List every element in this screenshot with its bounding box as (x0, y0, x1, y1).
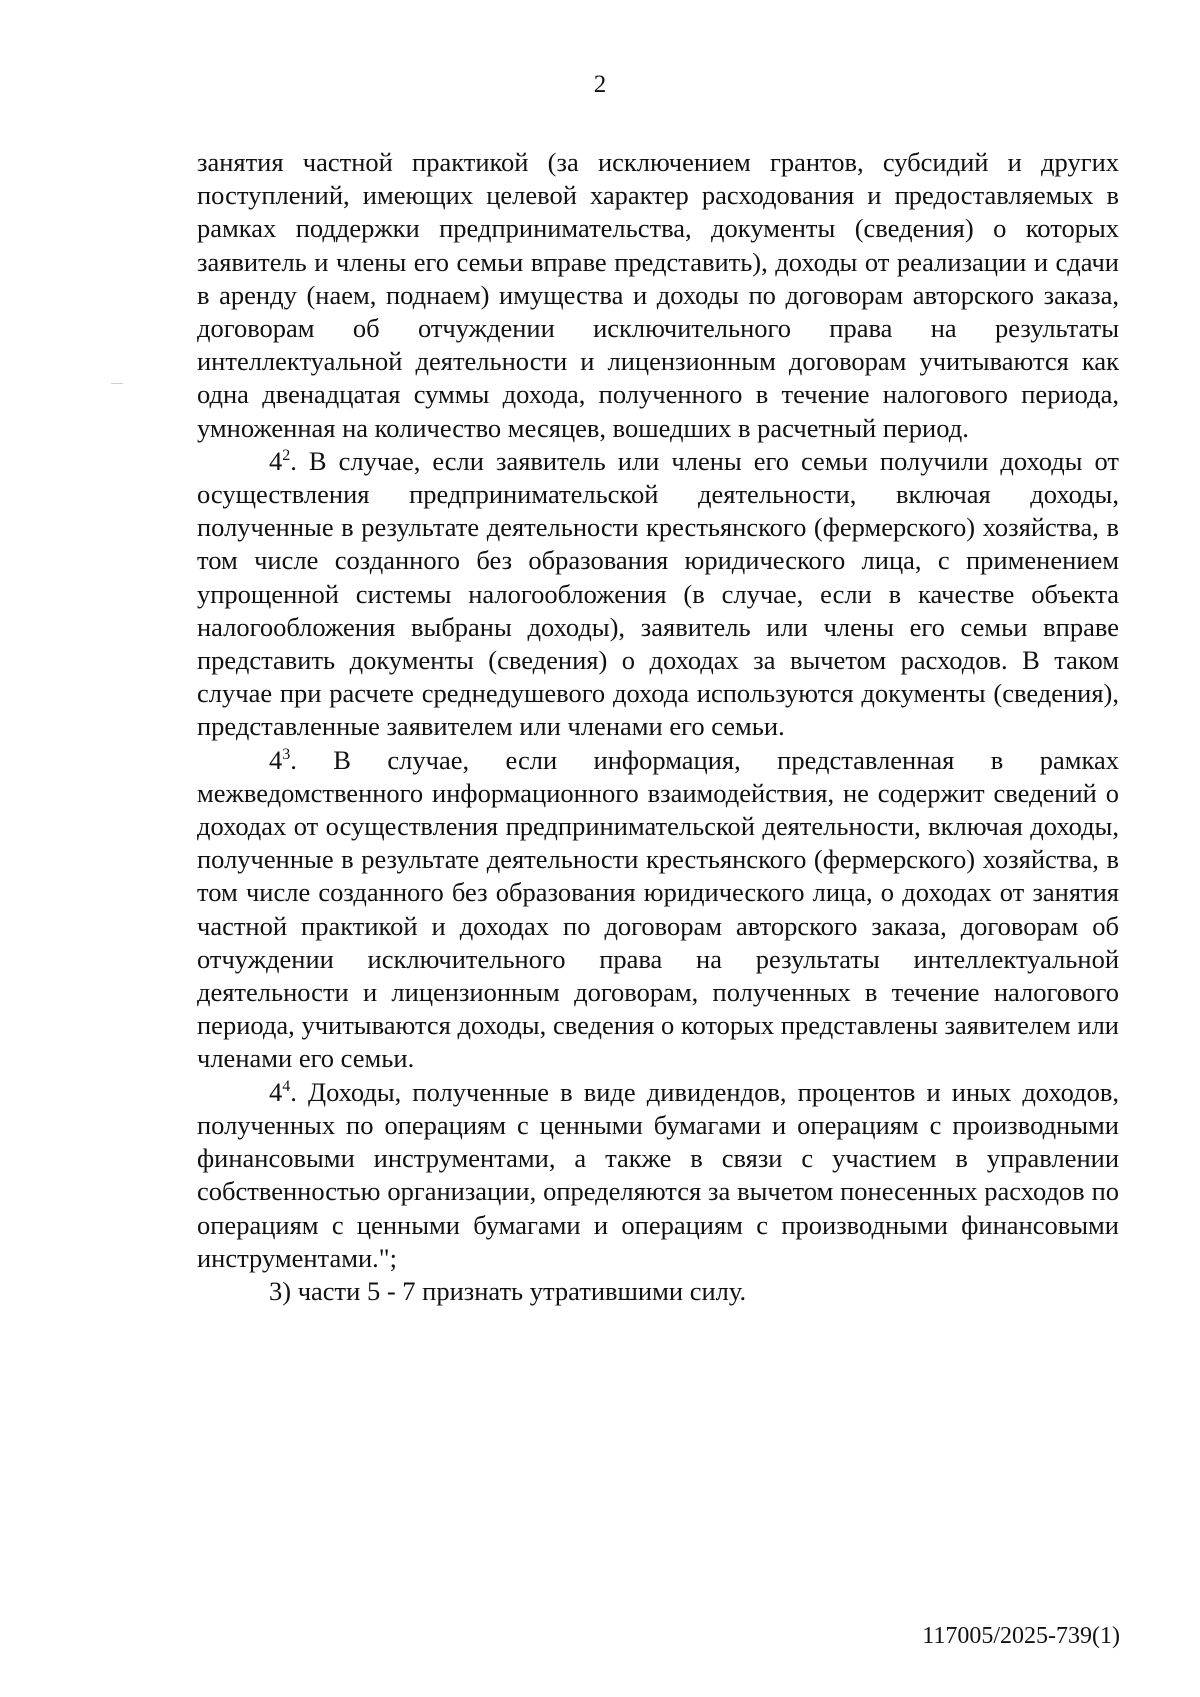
paragraph-number-superscript: 2 (282, 446, 291, 464)
paragraph-text: занятия частной практикой (за исключением грантов, субсидий и других поступлений, имеющих целевой характер расходования и предоставляемых в рамках поддержки предпринимательства, документы (сведения) о которых заявитель и члены его семьи вправе представить), доходы от реализации и сдачи в аренду (наем, поднаем) имущества и доходы по договорам авторского заказа, договорам об отчуждении исключительного права на результаты интеллектуальной деятельности и лицензионным договорам учитываются как одна двенадцатая суммы дохода, полученного в течение налогового периода, умноженная на количество месяцев, вошедших в расчетный период. (197, 147, 1119, 443)
paragraph-item-3 (197, 1275, 1119, 1308)
paragraph-number-superscript: 3 (282, 745, 291, 763)
paragraph-number: 4 (269, 1076, 283, 1107)
margin-mark (111, 383, 123, 384)
paragraph-text: 3) части 5 - 7 признать утратившими силу. (269, 1275, 747, 1306)
paragraph-number: 4 (269, 445, 283, 476)
page-number: 2 (593, 71, 607, 98)
paragraph-number: 4 (269, 744, 283, 775)
document-registration-code: 117005/2025-739(1) (922, 1623, 1120, 1649)
document-body (197, 146, 1119, 1308)
paragraph-4-4 (197, 1076, 1119, 1275)
paragraph-4-3 (197, 744, 1119, 1076)
paragraph-text: . В случае, если информация, представленная в рамках межведомственного информационного взаимодействия, не содержит сведений о доходах от осуществления предпринимательской деятельности, включая доходы, полученные в результате деятельности крестьянского (фермерского) хозяйства, в том числе созданного без образования юридического лица, о доходах от занятия частной практикой и доходах по договорам авторского заказа, договорам об отчуждении исключительного права на результаты интеллектуальной деятельности и лицензионным договорам, полученных в течение налогового периода, учитываются доходы, сведения о которых представлены заявителем или членами его семьи. (197, 744, 1119, 1074)
paragraph-continuation (197, 146, 1119, 445)
paragraph-number-superscript: 4 (282, 1077, 291, 1095)
paragraph-text: . В случае, если заявитель или члены его семьи получили доходы от осуществления предпринимательской деятельности, включая доходы, полученные в результате деятельности крестьянского (фермерского) хозяйства, в том числе созданного без образования юридического лица, с применением упрощенной системы налогообложения (в случае, если в качестве объекта налогообложения выбраны доходы), заявитель или члены его семьи вправе представить документы (сведения) о доходах за вычетом расходов. В таком случае при расчете среднедушевого дохода используются документы (сведения), представленные заявителем или членами его семьи. (197, 445, 1119, 742)
paragraph-4-2 (197, 445, 1119, 744)
paragraph-text: . Доходы, полученные в виде дивидендов, процентов и иных доходов, полученных по операциям с ценными бумагами и операциям с производными финансовыми инструментами, а также в связи с участием в управлении собственностью организации, определяются за вычетом понесенных расходов по операциям с ценными бумагами и операциям с производными финансовыми инструментами."; (197, 1076, 1119, 1273)
